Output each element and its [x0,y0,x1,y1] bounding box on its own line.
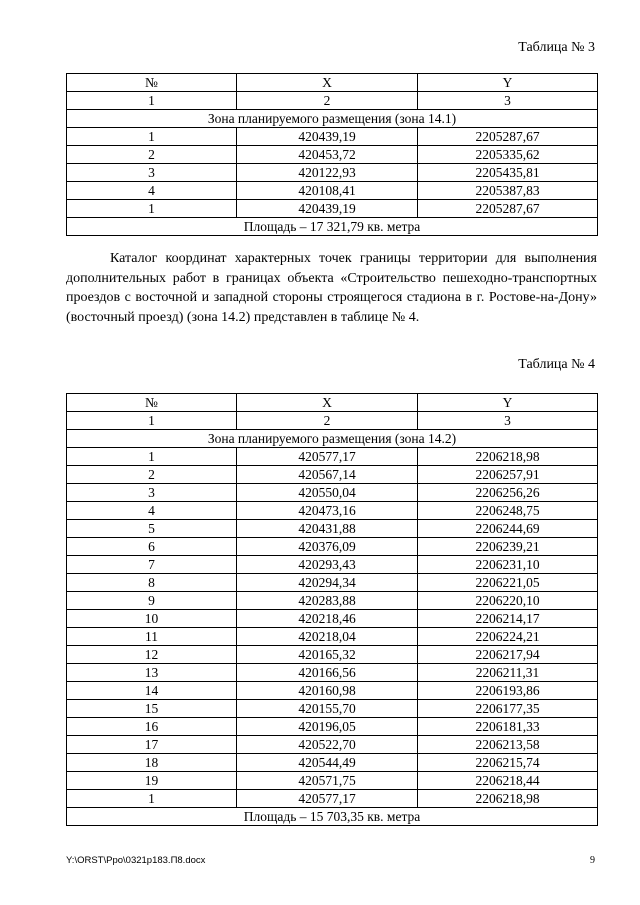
header-cell: Y [418,394,598,412]
table-cell: 1 [67,200,237,218]
zone-title: Зона планируемого размещения (зона 14.2) [67,430,598,448]
table-row [67,128,598,146]
table-cell: 14 [67,682,237,700]
table-cell: 3 [67,164,237,182]
table-cell: 9 [67,592,237,610]
table-cell: 2205287,67 [418,128,598,146]
table-cell: 420196,05 [237,718,418,736]
header-row [67,74,598,92]
area-row [67,808,598,826]
table-cell: 1 [67,448,237,466]
table-cell: 2206193,86 [418,682,598,700]
header-row [67,394,598,412]
header-cell: Y [418,74,598,92]
table-cell: 420571,75 [237,772,418,790]
table-cell: 2206214,17 [418,610,598,628]
header-cell: № [67,74,237,92]
column-number-row [67,412,598,430]
table-row [67,448,598,466]
area-total: Площадь – 15 703,35 кв. метра [67,808,598,826]
page-number: 9 [590,855,595,866]
table-row [67,466,598,484]
table-cell: 2205387,83 [418,182,598,200]
table-row [67,520,598,538]
table-cell: 2206257,91 [418,466,598,484]
table-cell: 2 [67,146,237,164]
table-cell: 12 [67,646,237,664]
table-cell: 8 [67,574,237,592]
zone-row [67,110,598,128]
column-number-cell: 2 [237,92,418,110]
zone-title: Зона планируемого размещения (зона 14.1) [67,110,598,128]
table-row [67,700,598,718]
table-row [67,556,598,574]
table-row [67,754,598,772]
table-cell: 15 [67,700,237,718]
table-cell: 2206218,98 [418,448,598,466]
table-row [67,664,598,682]
table-cell: 420544,49 [237,754,418,772]
table-row [67,772,598,790]
table-cell: 420166,56 [237,664,418,682]
table-row [67,610,598,628]
table-cell: 2206224,21 [418,628,598,646]
table-cell: 420577,17 [237,448,418,466]
table-cell: 2206218,44 [418,772,598,790]
coordinates-table-4 [66,393,598,826]
table-cell: 1 [67,790,237,808]
coordinates-table-3 [66,73,598,236]
table-row [67,146,598,164]
header-cell: X [237,394,418,412]
table-cell: 4 [67,502,237,520]
table-cell: 420155,70 [237,700,418,718]
table-cell: 2206213,58 [418,736,598,754]
table-row [67,646,598,664]
table-cell: 7 [67,556,237,574]
column-number-cell: 3 [418,412,598,430]
table-cell: 2206239,21 [418,538,598,556]
table-cell: 2205335,62 [418,146,598,164]
table-cell: 2206215,74 [418,754,598,772]
table-cell: 18 [67,754,237,772]
table-row [67,538,598,556]
catalog-paragraph: Каталог координат характерных точек границы территории для выполнения дополнительных работ в границах объекта «Строительство пешеходно-транспортных проездов с восточной и западной стороны строящегося стадиона в г. Ростове-на-Дону» (восточный проезд) (зона 14.2) представлен в таблице № 4. [66,251,597,325]
column-number-row [67,92,598,110]
table-cell: 420567,14 [237,466,418,484]
footer-file-path: Y:\ORST\Ppo\0321p183.П8.docx [66,855,206,866]
column-number-cell: 2 [237,412,418,430]
table-3-caption: Таблица № 3 [518,40,595,55]
table-cell: 4 [67,182,237,200]
table-cell: 420439,19 [237,200,418,218]
header-cell: № [67,394,237,412]
table-cell: 420439,19 [237,128,418,146]
table-row [67,682,598,700]
table-cell: 19 [67,772,237,790]
table-cell: 420473,16 [237,502,418,520]
table-cell: 420294,34 [237,574,418,592]
column-number-cell: 3 [418,92,598,110]
table-cell: 420108,41 [237,182,418,200]
table-cell: 5 [67,520,237,538]
column-number-cell: 1 [67,412,237,430]
table-cell: 17 [67,736,237,754]
table-cell: 420453,72 [237,146,418,164]
table-cell: 420218,46 [237,610,418,628]
table-row [67,164,598,182]
table-row [67,628,598,646]
table-row [67,736,598,754]
table-row [67,200,598,218]
table-cell: 10 [67,610,237,628]
table-cell: 11 [67,628,237,646]
table-cell: 2206221,05 [418,574,598,592]
area-total: Площадь – 17 321,79 кв. метра [67,218,598,236]
table-cell: 2206231,10 [418,556,598,574]
table-row [67,502,598,520]
table-cell: 420550,04 [237,484,418,502]
table-row [67,718,598,736]
table-cell: 1 [67,128,237,146]
table-cell: 3 [67,484,237,502]
table-cell: 2206244,69 [418,520,598,538]
header-cell: X [237,74,418,92]
table-cell: 2206211,31 [418,664,598,682]
table-cell: 420293,43 [237,556,418,574]
table-cell: 2206177,35 [418,700,598,718]
area-row [67,218,598,236]
table-cell: 2206256,26 [418,484,598,502]
table-cell: 420283,88 [237,592,418,610]
table-cell: 2205435,81 [418,164,598,182]
table-cell: 420376,09 [237,538,418,556]
table-cell: 13 [67,664,237,682]
zone-row [67,430,598,448]
table-4-caption: Таблица № 4 [518,357,595,372]
table-row [67,592,598,610]
table-cell: 420431,88 [237,520,418,538]
table-cell: 420577,17 [237,790,418,808]
table-cell: 2206217,94 [418,646,598,664]
table-cell: 2206218,98 [418,790,598,808]
table-cell: 2206220,10 [418,592,598,610]
table-cell: 2206248,75 [418,502,598,520]
table-cell: 16 [67,718,237,736]
table-row [67,574,598,592]
table-row [67,790,598,808]
table-cell: 420522,70 [237,736,418,754]
column-number-cell: 1 [67,92,237,110]
table-cell: 420160,98 [237,682,418,700]
table-cell: 2205287,67 [418,200,598,218]
table-cell: 2 [67,466,237,484]
table-row [67,484,598,502]
table-cell: 2206181,33 [418,718,598,736]
table-row [67,182,598,200]
table-cell: 420122,93 [237,164,418,182]
table-cell: 420218,04 [237,628,418,646]
table-cell: 6 [67,538,237,556]
table-cell: 420165,32 [237,646,418,664]
